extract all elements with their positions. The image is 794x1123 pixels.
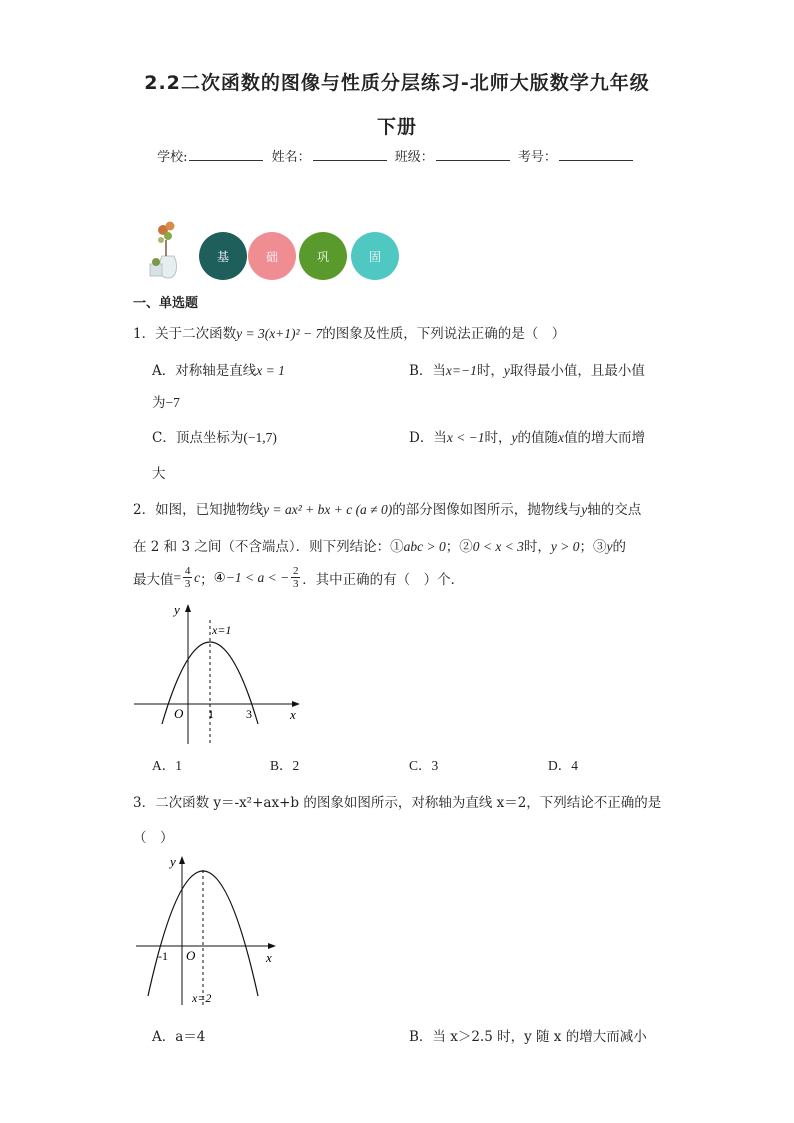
- q3-stem-cont: （ ）: [133, 830, 174, 846]
- x-axis-label: x: [266, 950, 272, 965]
- exam-blank[interactable]: [559, 148, 633, 161]
- badge-gong: 巩: [299, 232, 347, 280]
- q2-option-a[interactable]: A．1: [152, 758, 182, 773]
- y-axis-label: y: [174, 602, 180, 617]
- page-title-cont: 下册: [376, 116, 417, 138]
- school-label: 学校:: [157, 150, 188, 165]
- plant-vase-icon: [146, 218, 190, 280]
- origin-label: O: [174, 706, 184, 721]
- class-label: 班级：: [394, 150, 434, 165]
- q3-option-b[interactable]: B．当 x＞2.5 时，y 随 x 的增大而减小: [409, 1029, 647, 1045]
- school-blank[interactable]: [189, 148, 263, 161]
- fraction-4-3: 4 3: [184, 565, 191, 590]
- q3-stem: 3．二次函数 y＝-x²+ax+b 的图象如图所示，对称轴为直线 x＝2，下列结论不正确的是: [133, 795, 662, 811]
- x-axis-arrow: [268, 943, 276, 949]
- tick-1-label: 1: [208, 707, 214, 721]
- q1-stem: 1．关于二次函数y = 3(x+1)² − 7的图象及性质，下列说法正确的是（ ）: [133, 326, 566, 342]
- x-axis-label: x: [290, 707, 296, 722]
- y-axis-label: y: [170, 854, 176, 869]
- q2-option-d[interactable]: D．4: [548, 758, 578, 773]
- name-blank[interactable]: [313, 148, 387, 161]
- q2-option-c[interactable]: C．3: [409, 758, 439, 773]
- student-info-line: [0, 146, 794, 165]
- q1-option-d-cont: 大: [152, 466, 166, 482]
- symmetry-axis-label: x=1: [212, 623, 232, 637]
- q2-parabola-graph: [130, 598, 310, 748]
- q3-option-a[interactable]: A．a＝4: [152, 1029, 206, 1045]
- page-title: 2.2二次函数的图像与性质分层练习-北师大版数学九年级: [144, 72, 650, 94]
- q1-option-b-cont: 为−7: [152, 395, 180, 411]
- q1-option-c[interactable]: C．顶点坐标为(−1,7): [152, 430, 277, 446]
- q3-parabola-graph: [132, 850, 282, 1010]
- q2-option-b[interactable]: B．2: [270, 758, 300, 773]
- y-axis-arrow: [179, 856, 185, 864]
- badge-ji: 基: [199, 232, 247, 280]
- q2-stem-line2: 在 2 和 3 之间（不含端点）．则下列结论：①abc > 0；②0 < x < 3时，y > 0；③y的: [133, 539, 627, 555]
- q2-stem-line3: 最大值 = 4 3 c ； ④ −1 < a < − 2 3 ．其中正确的有（ ）个．: [133, 565, 465, 590]
- badge-chu: 础: [248, 232, 296, 280]
- tick-3-label: 3: [246, 707, 252, 721]
- badge-gu: 固: [351, 232, 399, 280]
- section-title: 一、单选题: [133, 296, 199, 311]
- q1-option-b[interactable]: B．当x=−1时，y取得最小值，且最小值: [409, 363, 645, 379]
- name-label: 姓名：: [271, 150, 311, 165]
- y-axis-arrow: [185, 604, 191, 612]
- q1-option-a[interactable]: A．对称轴是直线x = 1: [152, 363, 285, 379]
- tick-neg1-label: -1: [158, 949, 168, 963]
- exam-label: 考号：: [517, 150, 557, 165]
- q2-stem-line1: 2．如图，已知抛物线y = ax² + bx + c (a ≠ 0)的部分图像如图所示，抛物线与y轴的交点: [133, 502, 642, 518]
- symmetry-axis-label: x=2: [192, 991, 212, 1005]
- fraction-2-3: 2 3: [292, 565, 299, 590]
- class-blank[interactable]: [436, 148, 510, 161]
- origin-label: O: [186, 948, 196, 963]
- q1-option-d[interactable]: D．当x < −1时，y的值随x值的增大而增: [409, 430, 646, 446]
